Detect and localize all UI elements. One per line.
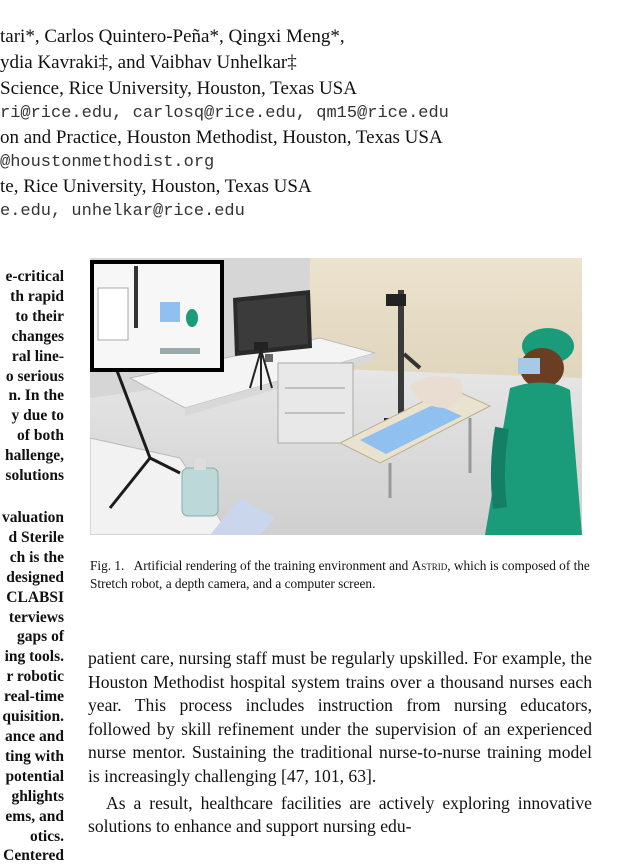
emails-2: @houstonmethodist.org [0, 153, 215, 172]
left-line: otics. [29, 827, 64, 845]
left-line: potential [5, 767, 64, 785]
left-line: ance and [5, 727, 64, 745]
paragraph: patient care, nursing staff must be regularly upskilled. For example, the Houston Methodist hospital system trains over a thousand nurses each year. This process includes instruction from nursing educators, followed by skill refinement under the supervision of an experienced nurse mentor. Sustaining the traditional nurse-to-nurse training model is increasingly challenging [47, 101, 63]. [88, 648, 592, 786]
left-column-block-1 [0, 267, 64, 486]
left-line: valuation [1, 509, 64, 526]
emails-3: e.edu, unhelkar@rice.edu [0, 202, 245, 221]
caption-text: Artificial rendering of the training environment and [133, 558, 412, 573]
left-line: e-critical [5, 268, 64, 285]
left-line: Centered [3, 847, 64, 865]
left-line: gaps of [17, 628, 64, 646]
paragraph: As a result, healthcare facilities are actively exploring innovative solutions to enhance and support nursing edu- [88, 792, 592, 837]
left-line: ghlights [11, 787, 64, 805]
left-line: ems, and [5, 807, 64, 825]
left-line: d Sterile [8, 528, 64, 546]
left-line: real-time [4, 688, 64, 706]
left-line: n. In the [8, 387, 64, 405]
left-line: solutions [5, 467, 64, 485]
left-line: quisition. [2, 708, 64, 726]
caption-label: Fig. 1. [90, 558, 125, 573]
left-line: to their [15, 307, 64, 325]
left-line: ing tools. [4, 648, 64, 666]
left-line: designed [6, 568, 64, 586]
author-line-2: ydia Kavraki‡, and Vaibhav Unhelkar‡ [0, 52, 297, 73]
caption-system-name: Astrid [411, 558, 448, 573]
left-line: terviews [8, 608, 64, 626]
affiliation-2: on and Practice, Houston Methodist, Houston, Texas USA [0, 127, 443, 148]
emails-1: ri@rice.edu, carlosq@rice.edu, qm15@rice.edu [0, 104, 449, 123]
left-column-block-2 [0, 508, 64, 866]
figure-rendering [90, 258, 582, 535]
left-line: r robotic [6, 668, 64, 686]
left-line: CLABSI [6, 588, 64, 606]
left-line: o serious [5, 367, 64, 385]
affiliation-3: te, Rice University, Houston, Texas USA [0, 176, 312, 197]
left-line: of both [17, 427, 64, 445]
affiliation-1: Science, Rice University, Houston, Texas USA [0, 78, 357, 99]
body-text [88, 647, 592, 839]
left-line: ch is the [9, 548, 64, 566]
figure-caption [90, 557, 590, 592]
caption-text-end: , which is composed of the Stretch robot, a depth camera, and a computer screen. [90, 558, 590, 591]
left-line: th rapid [10, 287, 64, 305]
left-line: ting with [5, 747, 64, 765]
left-line: ral line- [11, 347, 64, 365]
left-line: changes [11, 327, 64, 345]
author-line-1: tari*, Carlos Quintero-Peña*, Qingxi Meng*, [0, 26, 345, 47]
left-line: y due to [11, 407, 64, 425]
left-line: hallenge, [5, 447, 64, 465]
